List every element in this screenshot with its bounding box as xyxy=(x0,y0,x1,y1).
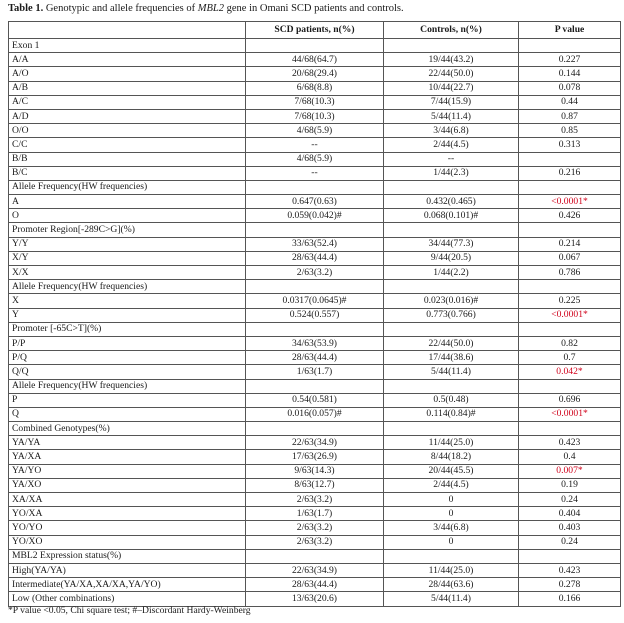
controls-value: 3/44(6.8) xyxy=(384,521,519,535)
scd-value: -- xyxy=(246,166,384,180)
p-value: 0.85 xyxy=(519,124,621,138)
section-row xyxy=(9,280,621,294)
scd-value: 4/68(5.9) xyxy=(246,152,384,166)
scd-value: 0.016(0.057)# xyxy=(246,407,384,421)
controls-value: 11/44(25.0) xyxy=(384,563,519,577)
empty-cell xyxy=(246,549,384,563)
controls-value: 0 xyxy=(384,507,519,521)
section-label: Exon 1 xyxy=(9,39,246,53)
table-row xyxy=(9,535,621,549)
scd-value: 22/63(34.9) xyxy=(246,563,384,577)
row-label: A/D xyxy=(9,109,246,123)
header-label xyxy=(9,22,246,39)
controls-value: 5/44(11.4) xyxy=(384,592,519,606)
table-row xyxy=(9,67,621,81)
row-label: Low (Other combinations) xyxy=(9,592,246,606)
table-caption xyxy=(8,3,404,14)
empty-cell xyxy=(384,280,519,294)
empty-cell xyxy=(246,39,384,53)
header-p-value: P value xyxy=(519,22,621,39)
section-row xyxy=(9,322,621,336)
table-row xyxy=(9,166,621,180)
p-value: 0.227 xyxy=(519,53,621,67)
p-value: 0.404 xyxy=(519,507,621,521)
controls-value: 0.773(0.766) xyxy=(384,308,519,322)
p-value: 0.278 xyxy=(519,578,621,592)
scd-value: 44/68(64.7) xyxy=(246,53,384,67)
section-label: Promoter Region[-289C>G](%) xyxy=(9,223,246,237)
table-row xyxy=(9,53,621,67)
controls-value: 2/44(4.5) xyxy=(384,478,519,492)
table-row xyxy=(9,138,621,152)
table-row xyxy=(9,152,621,166)
table-row xyxy=(9,563,621,577)
caption-label: Table 1. xyxy=(8,3,44,14)
section-row xyxy=(9,223,621,237)
table-row xyxy=(9,450,621,464)
controls-value: 0.114(0.84)# xyxy=(384,407,519,421)
row-label: A xyxy=(9,195,246,209)
header-scd: SCD patients, n(%) xyxy=(246,22,384,39)
table-row xyxy=(9,251,621,265)
controls-value: 0.5(0.48) xyxy=(384,393,519,407)
section-row xyxy=(9,180,621,194)
section-row xyxy=(9,549,621,563)
controls-value: 0.432(0.465) xyxy=(384,195,519,209)
p-value: 0.078 xyxy=(519,81,621,95)
section-label: Allele Frequency(HW frequencies) xyxy=(9,180,246,194)
section-label: Allele Frequency(HW frequencies) xyxy=(9,379,246,393)
scd-value: 4/68(5.9) xyxy=(246,124,384,138)
controls-value: 20/44(45.5) xyxy=(384,464,519,478)
empty-cell xyxy=(246,422,384,436)
empty-cell xyxy=(384,379,519,393)
scd-value: 17/63(26.9) xyxy=(246,450,384,464)
row-label: B/C xyxy=(9,166,246,180)
table-row xyxy=(9,237,621,251)
empty-cell xyxy=(384,422,519,436)
controls-value: 10/44(22.7) xyxy=(384,81,519,95)
p-value: 0.4 xyxy=(519,450,621,464)
table-row xyxy=(9,578,621,592)
table-row xyxy=(9,365,621,379)
table-row xyxy=(9,124,621,138)
scd-value: 7/68(10.3) xyxy=(246,109,384,123)
row-label: P xyxy=(9,393,246,407)
row-label: A/O xyxy=(9,67,246,81)
table-row xyxy=(9,507,621,521)
row-label: O xyxy=(9,209,246,223)
table-row xyxy=(9,592,621,606)
p-value: 0.144 xyxy=(519,67,621,81)
scd-value: 13/63(20.6) xyxy=(246,592,384,606)
scd-value: 33/63(52.4) xyxy=(246,237,384,251)
empty-cell xyxy=(384,39,519,53)
empty-cell xyxy=(246,322,384,336)
row-label: Q/Q xyxy=(9,365,246,379)
scd-value: 0.059(0.042)# xyxy=(246,209,384,223)
p-value: 0.786 xyxy=(519,266,621,280)
empty-cell xyxy=(384,549,519,563)
table-row xyxy=(9,464,621,478)
scd-value: 2/63(3.2) xyxy=(246,493,384,507)
empty-cell xyxy=(246,223,384,237)
p-value: <0.0001* xyxy=(519,308,621,322)
controls-value: 8/44(18.2) xyxy=(384,450,519,464)
row-label: P/P xyxy=(9,336,246,350)
table-row xyxy=(9,308,621,322)
scd-value: 0.54(0.581) xyxy=(246,393,384,407)
scd-value: -- xyxy=(246,138,384,152)
controls-value: 22/44(50.0) xyxy=(384,67,519,81)
header-controls: Controls, n(%) xyxy=(384,22,519,39)
controls-value: 1/44(2.2) xyxy=(384,266,519,280)
p-value: 0.426 xyxy=(519,209,621,223)
row-label: B/B xyxy=(9,152,246,166)
table-row xyxy=(9,478,621,492)
p-value: 0.423 xyxy=(519,436,621,450)
table-row xyxy=(9,493,621,507)
table-row xyxy=(9,195,621,209)
table-row xyxy=(9,294,621,308)
scd-value: 0.524(0.557) xyxy=(246,308,384,322)
row-label: XA/XA xyxy=(9,493,246,507)
table-header-row xyxy=(9,22,621,39)
controls-value: 28/44(63.6) xyxy=(384,578,519,592)
scd-value: 2/63(3.2) xyxy=(246,535,384,549)
scd-value: 9/63(14.3) xyxy=(246,464,384,478)
row-label: P/Q xyxy=(9,351,246,365)
controls-value: 17/44(38.6) xyxy=(384,351,519,365)
p-value: 0.24 xyxy=(519,493,621,507)
caption-gene: MBL2 xyxy=(197,3,224,14)
row-label: YO/YO xyxy=(9,521,246,535)
scd-value: 0.0317(0.0645)# xyxy=(246,294,384,308)
p-value: 0.166 xyxy=(519,592,621,606)
p-value xyxy=(519,152,621,166)
p-value: 0.214 xyxy=(519,237,621,251)
p-value: <0.0001* xyxy=(519,407,621,421)
empty-cell xyxy=(384,223,519,237)
table-footnote: *P value <0.05, Chi square test; #–Discordant Hardy-Weinberg xyxy=(8,605,251,616)
empty-cell xyxy=(519,549,621,563)
table-row xyxy=(9,81,621,95)
row-label: YO/XA xyxy=(9,507,246,521)
controls-value: 0.023(0.016)# xyxy=(384,294,519,308)
row-label: Y xyxy=(9,308,246,322)
caption-text-after: gene in Omani SCD patients and controls. xyxy=(224,3,404,14)
p-value: 0.82 xyxy=(519,336,621,350)
empty-cell xyxy=(519,322,621,336)
controls-value: 7/44(15.9) xyxy=(384,95,519,109)
table-row xyxy=(9,407,621,421)
table-body xyxy=(9,39,621,607)
controls-value: 0 xyxy=(384,493,519,507)
p-value: 0.042* xyxy=(519,365,621,379)
p-value: 0.313 xyxy=(519,138,621,152)
empty-cell xyxy=(519,223,621,237)
empty-cell xyxy=(246,280,384,294)
scd-value: 28/63(44.4) xyxy=(246,351,384,365)
row-label: YA/XO xyxy=(9,478,246,492)
row-label: X/Y xyxy=(9,251,246,265)
table-row xyxy=(9,266,621,280)
scd-value: 28/63(44.4) xyxy=(246,251,384,265)
controls-value: 0 xyxy=(384,535,519,549)
row-label: Q xyxy=(9,407,246,421)
p-value: 0.067 xyxy=(519,251,621,265)
scd-value: 2/63(3.2) xyxy=(246,521,384,535)
section-label: Promoter [-65C>T](%) xyxy=(9,322,246,336)
row-label: YA/YO xyxy=(9,464,246,478)
row-label: YO/XO xyxy=(9,535,246,549)
table-row xyxy=(9,521,621,535)
p-value: 0.007* xyxy=(519,464,621,478)
controls-value: 11/44(25.0) xyxy=(384,436,519,450)
scd-value: 2/63(3.2) xyxy=(246,266,384,280)
scd-value: 34/63(53.9) xyxy=(246,336,384,350)
p-value: 0.423 xyxy=(519,563,621,577)
p-value: 0.7 xyxy=(519,351,621,365)
empty-cell xyxy=(246,379,384,393)
scd-value: 20/68(29.4) xyxy=(246,67,384,81)
scd-value: 7/68(10.3) xyxy=(246,95,384,109)
controls-value: 2/44(4.5) xyxy=(384,138,519,152)
scd-value: 8/63(12.7) xyxy=(246,478,384,492)
p-value: 0.44 xyxy=(519,95,621,109)
row-label: O/O xyxy=(9,124,246,138)
controls-value: 3/44(6.8) xyxy=(384,124,519,138)
p-value: 0.24 xyxy=(519,535,621,549)
scd-value: 28/63(44.4) xyxy=(246,578,384,592)
p-value: 0.225 xyxy=(519,294,621,308)
controls-value: -- xyxy=(384,152,519,166)
controls-value: 5/44(11.4) xyxy=(384,109,519,123)
row-label: YA/YA xyxy=(9,436,246,450)
empty-cell xyxy=(519,180,621,194)
controls-value: 5/44(11.4) xyxy=(384,365,519,379)
section-row xyxy=(9,422,621,436)
table-row xyxy=(9,336,621,350)
row-label: X/X xyxy=(9,266,246,280)
section-row xyxy=(9,379,621,393)
row-label: X xyxy=(9,294,246,308)
controls-value: 0.068(0.101)# xyxy=(384,209,519,223)
empty-cell xyxy=(384,180,519,194)
p-value: 0.403 xyxy=(519,521,621,535)
genotype-table xyxy=(8,21,621,607)
section-label: Allele Frequency(HW frequencies) xyxy=(9,280,246,294)
row-label: A/A xyxy=(9,53,246,67)
row-label: High(YA/YA) xyxy=(9,563,246,577)
empty-cell xyxy=(246,180,384,194)
empty-cell xyxy=(384,322,519,336)
table-row xyxy=(9,209,621,223)
section-label: Combined Genotypes(%) xyxy=(9,422,246,436)
controls-value: 1/44(2.3) xyxy=(384,166,519,180)
scd-value: 0.647(0.63) xyxy=(246,195,384,209)
row-label: YA/XA xyxy=(9,450,246,464)
p-value: 0.216 xyxy=(519,166,621,180)
empty-cell xyxy=(519,280,621,294)
row-label: A/B xyxy=(9,81,246,95)
table-row xyxy=(9,436,621,450)
controls-value: 19/44(43.2) xyxy=(384,53,519,67)
controls-value: 34/44(77.3) xyxy=(384,237,519,251)
empty-cell xyxy=(519,379,621,393)
p-value: 0.19 xyxy=(519,478,621,492)
caption-text-before: Genotypic and allele frequencies of xyxy=(43,3,198,14)
table-row xyxy=(9,393,621,407)
controls-value: 22/44(50.0) xyxy=(384,336,519,350)
p-value: <0.0001* xyxy=(519,195,621,209)
section-row xyxy=(9,39,621,53)
scd-value: 1/63(1.7) xyxy=(246,507,384,521)
controls-value: 9/44(20.5) xyxy=(384,251,519,265)
table-row xyxy=(9,351,621,365)
table-row xyxy=(9,109,621,123)
row-label: Y/Y xyxy=(9,237,246,251)
scd-value: 6/68(8.8) xyxy=(246,81,384,95)
table-row xyxy=(9,95,621,109)
empty-cell xyxy=(519,422,621,436)
p-value: 0.87 xyxy=(519,109,621,123)
p-value: 0.696 xyxy=(519,393,621,407)
row-label: A/C xyxy=(9,95,246,109)
row-label: Intermediate(YA/XA,XA/XA,YA/YO) xyxy=(9,578,246,592)
row-label: C/C xyxy=(9,138,246,152)
empty-cell xyxy=(519,39,621,53)
scd-value: 1/63(1.7) xyxy=(246,365,384,379)
scd-value: 22/63(34.9) xyxy=(246,436,384,450)
section-label: MBL2 Expression status(%) xyxy=(9,549,246,563)
